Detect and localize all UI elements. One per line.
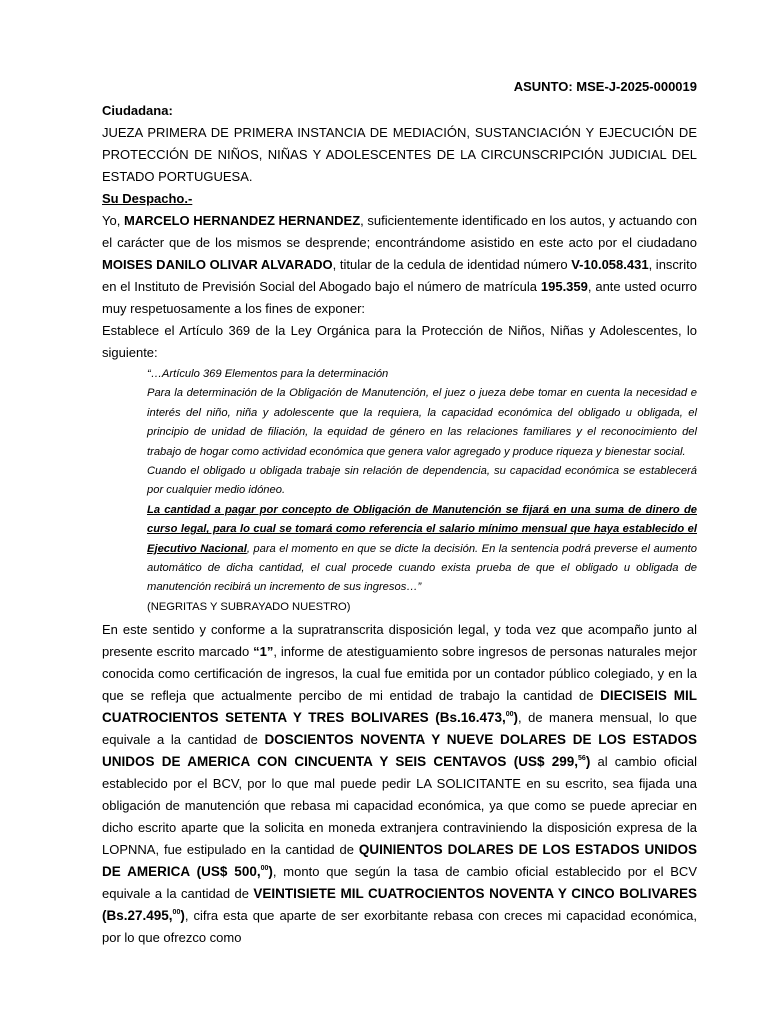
intro-paragraph: Yo, MARCELO HERNANDEZ HERNANDEZ, suficientemente identificado en los autos, y actuando con el carácter que de los mismos se desprende; encontrándome asistido en este acto por el ciudadano MOISES DANILO OLIVAR ALVARADO, titular de la cedula de identidad número V-10.058.431, inscrito en el Instituto de Previsión Social del Abogado bajo el número de matrícula 195.359, ante usted ocurro muy respetuosamente a los fines de exponer: [102,213,697,316]
quote-title: “…Artículo 369 Elementos para la determinación [147,368,389,380]
id-number: V-10.058.431 [571,257,649,272]
annex-mark: “1” [253,644,274,660]
article-intro: Establece el Artículo 369 de la Ley Orgánica para la Protección de Niños, Niñas y Adolescentes, lo siguiente: [102,323,697,360]
quote-note: (NEGRITAS Y SUBRAYADO NUESTRO) [147,600,351,613]
quote-paragraph-3: La cantidad a pagar por concepto de Obligación de Manutención se fijará en una suma de dinero de curso legal, para lo cual se tomará como referencia el salario mínimo mensual que haya establecido el Ejecutivo Nacional, para el momento en que se dicte la decisión. En la sentencia podrá preverse el aumento automático de dicha cantidad, el cual procede cuando exista prueba de que el obligado u obligada de manutención recibirá un incremento de sus ingresos…” [147,503,697,594]
lawyer-name: MOISES DANILO OLIVAR ALVARADO [102,257,333,272]
amount-bolivares-requested: VEINTISIETE MIL CUATROCIENTOS NOVENTA Y CINCO BOLIVARES (Bs.27.495,00) [102,886,697,924]
matricula-number: 195.359 [540,279,588,294]
amount-dollars-income: DOSCIENTOS NOVENTA Y NUEVE DOLARES DE LOS ESTADOS UNIDOS DE AMERICA CON CINCUENTA Y SEIS CENTAVOS (US$ 299,56) [102,732,697,770]
court-addressee: JUEZA PRIMERA DE PRIMERA INSTANCIA DE MEDIACIÓN, SUSTANCIACIÓN Y EJECUCIÓN DE PROTECCIÓN DE NIÑOS, NIÑAS Y ADOLESCENTES DE LA CIRCUNSCRIPCIÓN JUDICIAL DEL ESTADO PORTUGUESA. [102,125,697,184]
despacho-heading: Su Despacho.- [102,191,193,206]
subject-line: ASUNTO: MSE-J-2025-000019 [513,79,697,94]
argument-paragraph: En este sentido y conforme a la supratranscrita disposición legal, y toda vez que acompaño junto al presente escrito marcado “1”, informe de atestiguamiento sobre ingresos de personas naturales mejor conocida como certificación de ingresos, la cual fue emitida por un contador público colegiado, y en la que se refleja que actualmente percibo de mi entidad de trabajo la cantidad de DIECISEIS MIL CUATROCIENTOS SETENTA Y TRES BOLIVARES (Bs.16.473,00), de manera mensual, lo que equivale a la cantidad de DOSCIENTOS NOVENTA Y NUEVE DOLARES DE LOS ESTADOS UNIDOS DE AMERICA CON CINCUENTA Y SEIS CENTAVOS (US$ 299,56) al cambio oficial establecido por el BCV, por lo que mal puede pedir LA SOLICITANTE en su escrito, sea fijada una obligación de manutención que rebasa mi capacidad económica, ya que como se puede apreciar en dicho escrito aparte que la solicita en moneda extranjera contraviniendo la disposición expresa de la LOPNNA, fue estipulado en la cantidad de QUINIENTOS DOLARES DE LOS ESTADOS UNIDOS DE AMERICA (US$ 500,00), monto que según la tasa de cambio oficial establecido por el BCV equivale a la cantidad de VEINTISIETE MIL CUATROCIENTOS NOVENTA Y CINCO BOLIVARES (Bs.27.495,00), cifra esta que aparte de ser exorbitante rebasa con creces mi capacidad económica, por lo que ofrezco como [102,622,697,946]
article-quote [102,365,697,617]
quote-emphasis: La cantidad a pagar por concepto de Obligación de Manutención se fijará en una suma de dinero de curso legal, para lo cual se tomará como referencia el salario mínimo mensual que haya establecido el Ejecutivo Nacional [147,503,697,555]
quote-paragraph-2: Cuando el obligado u obligada trabaje sin relación de dependencia, su capacidad económica se establecerá por cualquier medio idóneo. [147,465,697,497]
salutation: Ciudadana: [102,103,173,118]
document-page [102,77,697,949]
amount-dollars-requested: QUINIENTOS DOLARES DE LOS ESTADOS UNIDOS DE AMERICA (US$ 500,00) [102,842,697,880]
party-name: MARCELO HERNANDEZ HERNANDEZ [123,213,361,228]
quote-paragraph-1: Para la determinación de la Obligación de Manutención, el juez o jueza debe tomar en cuenta la necesidad e interés del niño, niña y adolescente que la requiera, la capacidad económica del obligado u obligada, el principio de unidad de filiación, la equidad de género en las relaciones familiares y el reconocimiento del trabajo de hogar como actividad económica que genera valor agregado y produce riqueza y bienestar social. [147,387,697,458]
amount-bolivares-income: DIECISEIS MIL CUATROCIENTOS SETENTA Y TRES BOLIVARES (Bs.16.473,00) [102,688,697,726]
